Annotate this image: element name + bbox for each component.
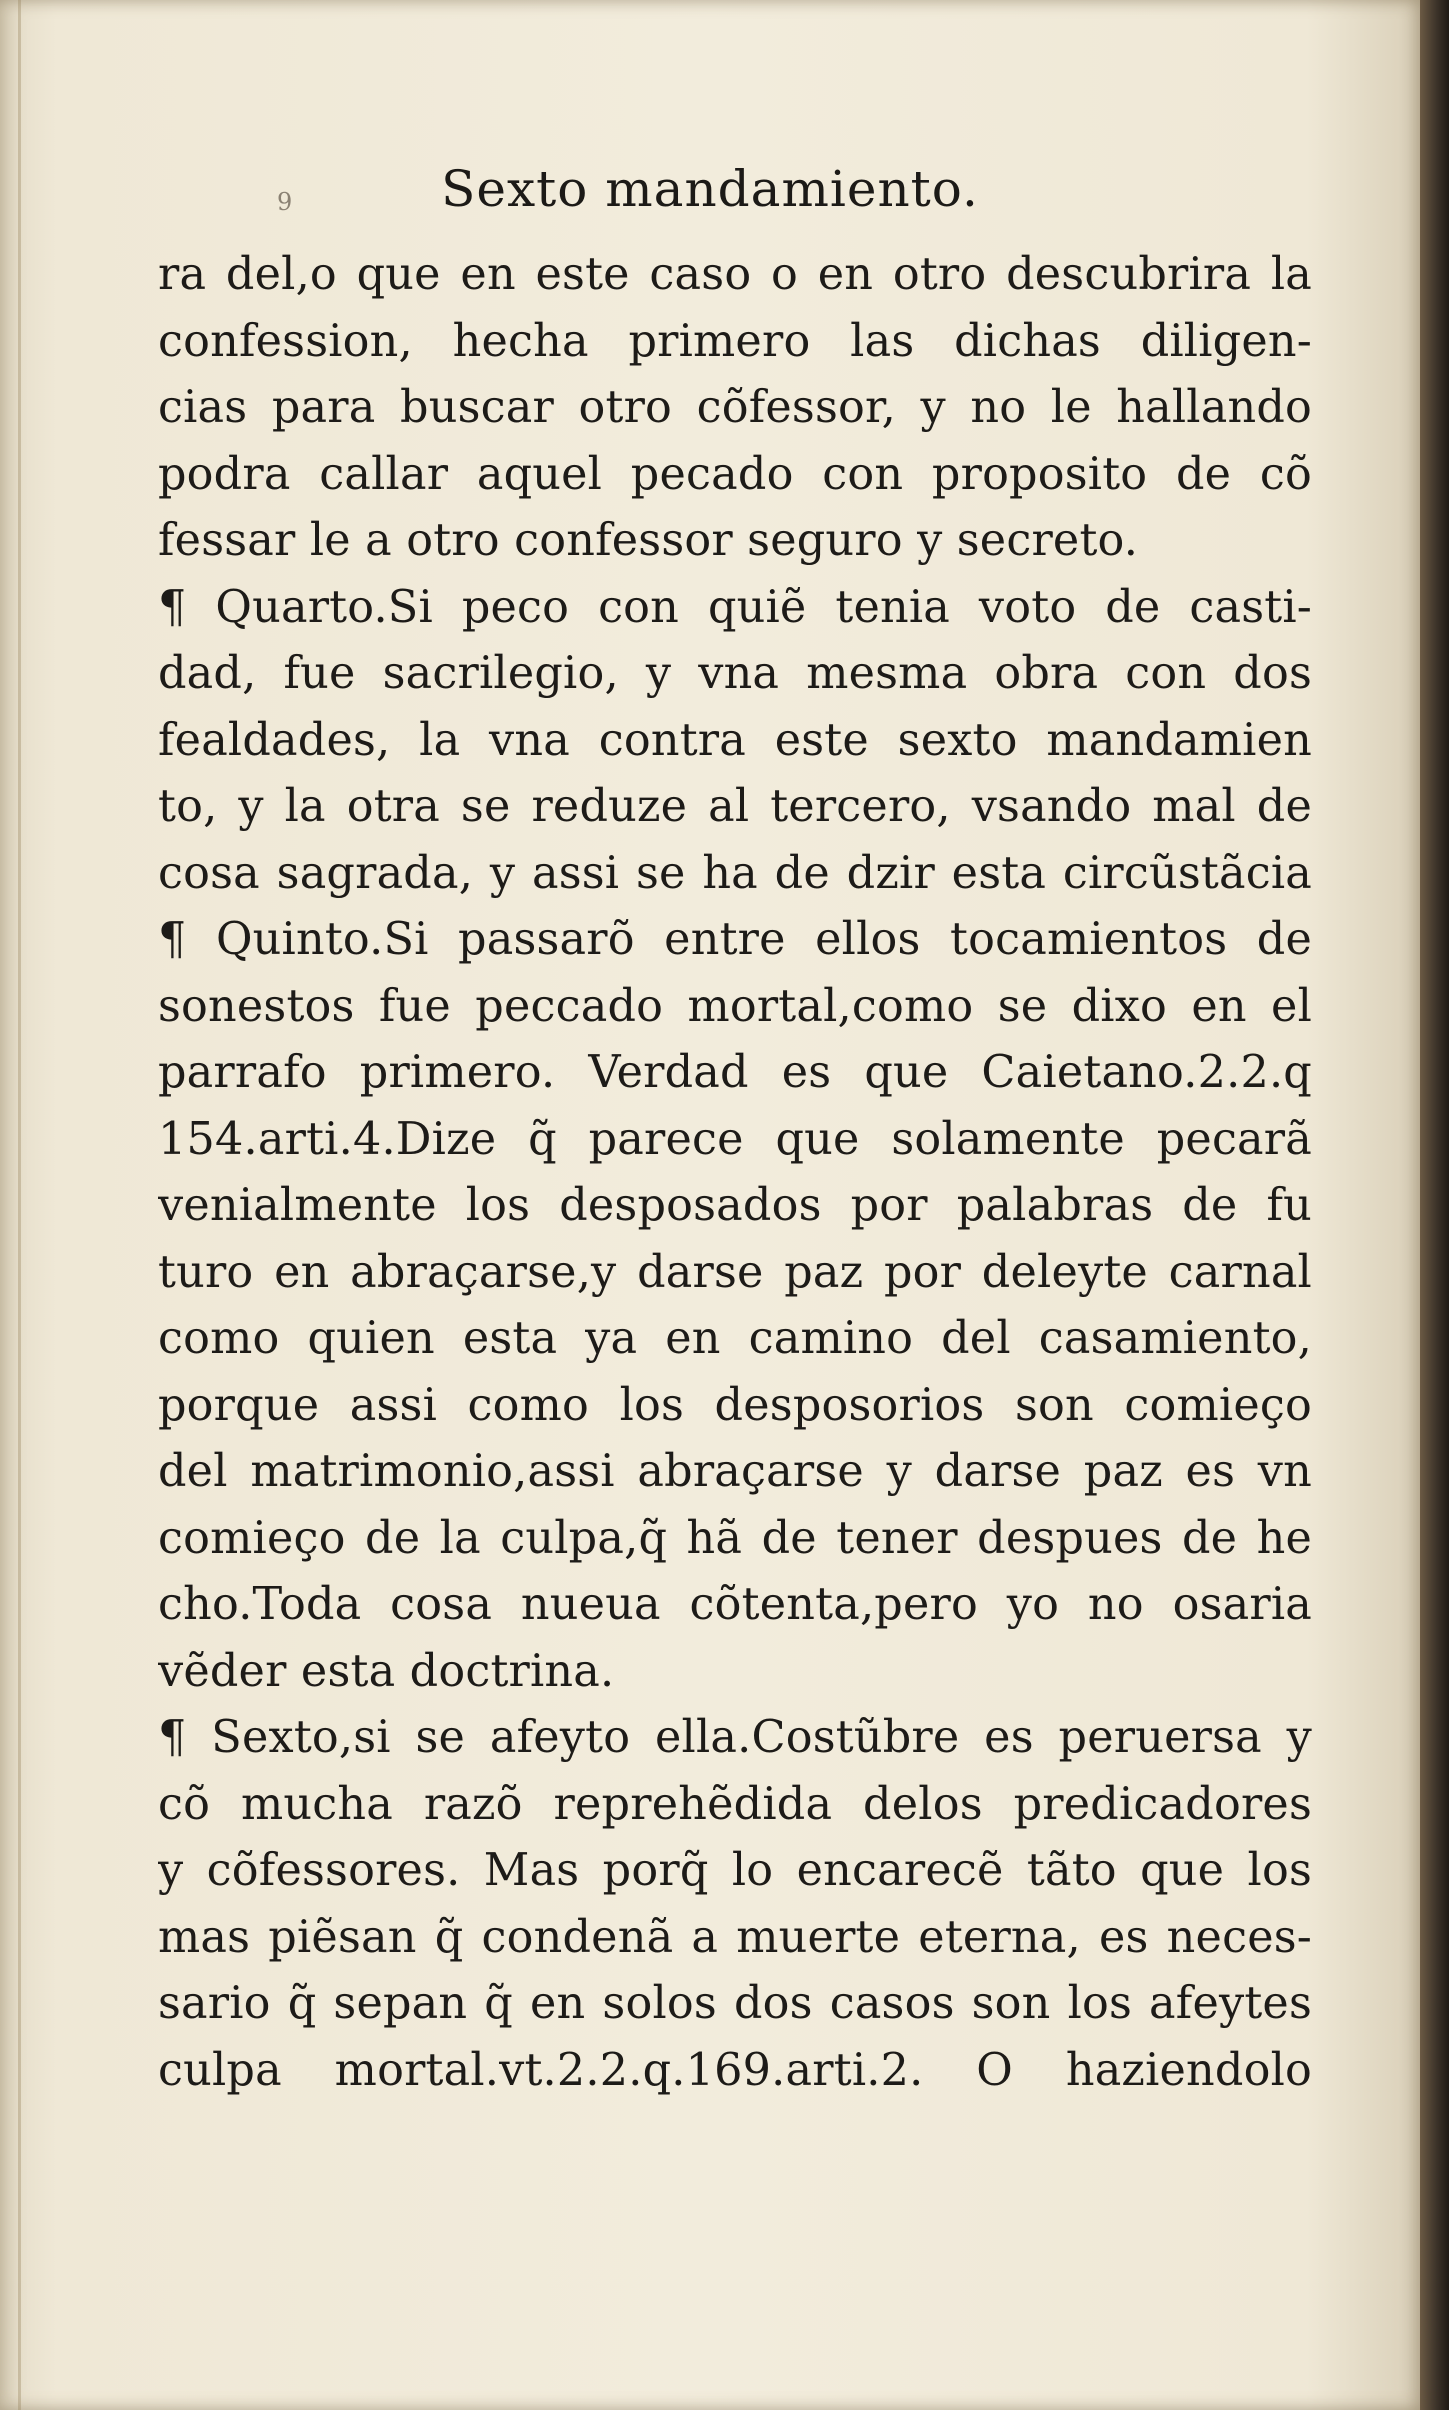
text-line-1: ra del,o que en este caso o en otro descubrira la	[158, 249, 1312, 300]
text-line-21: cho.Toda cosa nueua cõtenta,pero yo no osaria	[158, 1579, 1312, 1630]
text-line-14: 154.arti.4.Dize q̃ parece que solamente pecarã	[158, 1113, 1312, 1165]
text-line-23: ¶ Sexto,si se afeyto ella.Costũbre es peruersa y	[158, 1712, 1312, 1763]
text-line-20: comieço de la culpa,q̃ hã de tener despues de he	[158, 1512, 1312, 1564]
text-line-19: del matrimonio,assi abraçarse y darse paz es vn	[158, 1446, 1312, 1497]
text-line-6: ¶ Quarto.Si peco con quiẽ tenia voto de casti-	[158, 581, 1312, 633]
text-line-17: como quien esta ya en camino del casamiento,	[158, 1313, 1312, 1364]
text-line-4: podra callar aquel pecado con proposito de cõ	[158, 448, 1312, 500]
text-line-15: venialmente los desposados por palabras de fu	[158, 1180, 1312, 1231]
text-line-5: fessar le a otro confessor seguro y secreto.	[158, 515, 1139, 566]
text-line-27: sario q̃ sepan q̃ en solos dos casos son los afeytes	[158, 1978, 1312, 2029]
text-line-10: cosa sagrada, y assi se ha de dzir esta circũstãcia	[158, 847, 1312, 899]
text-line-18: porque assi como los desposorios son comieço	[158, 1379, 1312, 1431]
text-line-26: mas piẽsan q̃ condenã a muerte eterna, es neces-	[158, 1911, 1312, 1963]
text-line-24: cõ mucha razõ reprehẽdida delos predicadores	[158, 1778, 1312, 1830]
text-line-12: sonestos fue peccado mortal,como se dixo en el	[158, 980, 1312, 1032]
text-line-25: y cõfessores. Mas porq̃ lo encarecẽ tãto que los	[158, 1845, 1312, 1896]
book-spine-edge	[1420, 0, 1449, 2410]
text-line-22: vẽder esta doctrina.	[158, 1645, 615, 1697]
text-line-9: to, y la otra se reduze al tercero, vsando mal de	[158, 781, 1312, 832]
page-mark: 9	[277, 188, 293, 216]
text-line-16: turo en abraçarse,y darse paz por deleyte carnal	[158, 1246, 1312, 1298]
text-line-11: ¶ Quinto.Si passarõ entre ellos tocamientos de	[158, 914, 1312, 965]
text-block	[158, 242, 1312, 2104]
text-line-28: culpa mortal.vt.2.2.q.169.arti.2. O haziendolo	[158, 2044, 1312, 2096]
text-line-2: confession, hecha primero las dichas diligen-	[158, 315, 1312, 367]
text-line-8: fealdades, la vna contra este sexto mandamien	[158, 714, 1312, 766]
text-line-7: dad, fue sacrilegio, y vna mesma obra con dos	[158, 648, 1312, 699]
text-line-13: parrafo primero. Verdad es que Caietano.2.2.q	[158, 1047, 1312, 1098]
running-head: Sexto mandamiento.	[441, 160, 979, 218]
text-line-3: cias para buscar otro cõfessor, y no le hallando	[158, 382, 1312, 433]
